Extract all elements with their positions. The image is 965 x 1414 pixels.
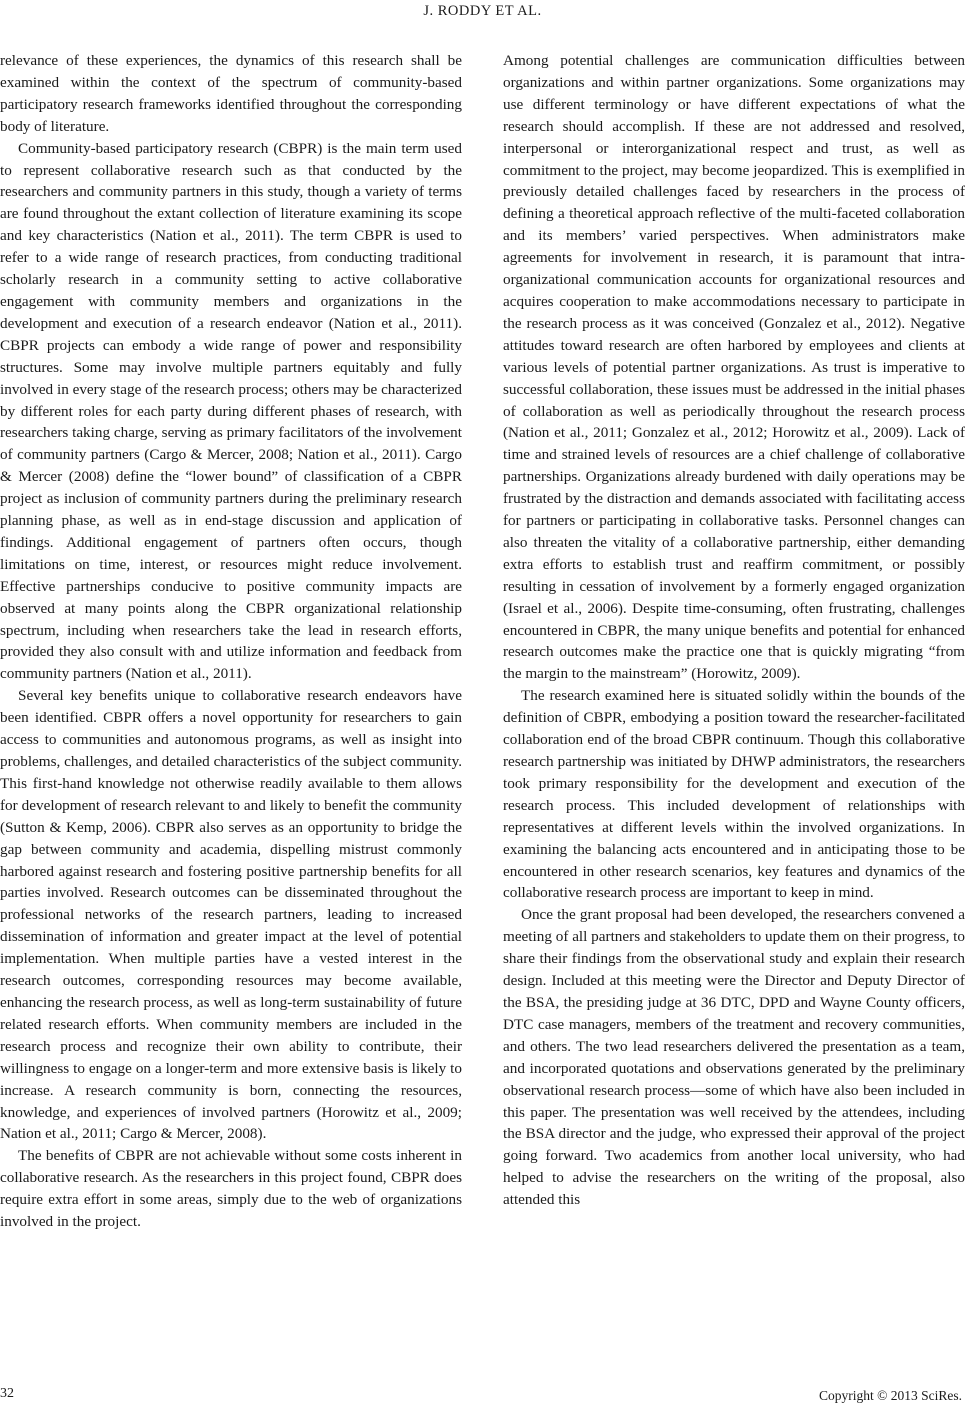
page-number: 32: [0, 1386, 14, 1401]
paragraph: The benefits of CBPR are not achievable without some costs inherent in collaborative research. As the researchers in this project found, CBPR does require extra effort in some areas, simply due to the web of organizations involved in the project.: [0, 1147, 462, 1231]
copyright-notice: Copyright © 2013 SciRes.: [818, 1388, 962, 1403]
right-column: [503, 50, 965, 1211]
paragraph: The research examined here is situated solidly within the bounds of the definition of CBPR, embodying a position toward the researcher-facilitated collaboration end of the broad CBPR continuum. Though this collaborative research partnership was initiated by DHWP administrators, the researchers took primary responsibility for the development and execution of the research process. This included development of relationships with representatives at different levels within the involved organizations. In examining the balancing acts encountered and in anticipating those to be encountered in other research scenarios, key features and dynamics of the collaborative research process are important to keep in mind.: [503, 687, 965, 902]
paragraph: Community-based participatory research (CBPR) is the main term used to represent collaborative research such as that conducted by the researchers and community partners in this study, though a variety of terms are found throughout the extant collection of literature examining its scope and key characteristics (Nation et al., 2011). The term CBPR is used to refer to a wide range of research practices, from conducting traditional scholarly research in a community setting to active collaborative engagement with community members and organizations in the development and execution of a research endeavor (Nation et al., 2011). CBPR projects can embody a wide range of power and responsibility structures. Some may involve multiple partners equitably and fully involved in every stage of the research process; others may be characterized by different roles for each party during different phases of research, with researchers taking charge, serving as primary facilitators of the involvement of community partners (Cargo & Mercer, 2008; Nation et al., 2011). Cargo & Mercer (2008) define the “lower bound” of classification of a CBPR project as inclusion of community partners during the preliminary research planning phase, as well as in end-stage discussion and application of findings. Additional engagement of partners often occurs, though limitations on time, interest, or resources might reduce involvement. Effective partnerships conducive to positive community impacts are observed at many points along the CBPR organizational relationship spectrum, including when researchers take the lead in research efforts, provided they also consult with and utilize information and feedback from community partners (Nation et al., 2011).: [0, 139, 462, 683]
paragraph: relevance of these experiences, the dynamics of this research shall be examined within the context of the spectrum of community-based participatory research frameworks identified throughout the corresponding body of literature.: [0, 52, 462, 135]
paragraph: Several key benefits unique to collaborative research endeavors have been identified. CBPR offers a novel opportunity for researchers to gain access to communities and autonomous programs, as well as insight into problems, challenges, and detailed characteristics of the subject community. This first-hand knowledge not otherwise readily available to them allows for development of research relevant to and likely to benefit the community (Sutton & Kemp, 2006). CBPR also serves as an opportunity to bridge the gap between community and academia, dispelling mistrust commonly harbored against research and fostering positive partnership benefits for all parties involved. Research outcomes can be disseminated throughout the professional networks of the research partners, leading to increased dissemination of information and greater impact at the level of potential implementation. When multiple parties have a vested interest in the research outcomes, corresponding resources may become available, enhancing the research process, as well as long-term sustainability of future related research efforts. When community members are included in the research process and recognize their own ability to contribute, their willingness to engage on a longer-term and more extensive basis is likely to increase. A research community is born, connecting the resources, knowledge, and experiences of involved partners (Horowitz et al., 2009; Nation et al., 2011; Cargo & Mercer, 2008).: [0, 687, 462, 1143]
paragraph: Once the grant proposal had been developed, the researchers convened a meeting of all partners and stakeholders to update them on their progress, to share their findings from the observational study and explain their research design. Included at this meeting were the Director and Deputy Director of the BSA, the presiding judge at 36 DTC, DPD and Wayne County officers, DTC case managers, members of the treatment and recovery communities, and others. The two lead researchers delivered the presentation as a team, and incorporated quotations and observations generated by the preliminary observational research process—some of which have also been included in this paper. The presentation was well received by the attendees, including the BSA director and the judge, who expressed their approval of the project going forward. Two academics from another local university, who had helped to advise the researchers on the writing of the proposal, also attended this: [503, 906, 965, 1209]
running-head: J. RODDY ET AL.: [423, 3, 542, 19]
left-column: [0, 50, 462, 1233]
paragraph: Among potential challenges are communication difficulties between organizations and within partner organizations. Some organizations may use different terminology or have different expectations of what the research should accomplish. If these are not addressed and resolved, interpersonal or interorganizational respect and trust, as well as commitment to the project, may become jeopardized. This is exemplified in previously detailed challenges faced by researchers in the process of defining a theoretical approach reflective of the multi-faceted collaboration and its members’ varied perspectives. When administrators make agreements for involvement in research, it is paramount that intra-organizational communication accounts for organizational resources and acquires cooperation to make accommodations necessary to participate in the research process as it was conceived (Gonzalez et al., 2012). Negative attitudes toward research are often harbored by employees and clients at various levels of potential partner organizations. As trust is imperative to successful collaboration, these issues must be addressed in the initial phases of collaboration as well as periodically throughout the research process (Nation et al., 2011; Gonzalez et al., 2012; Horowitz et al., 2009). Lack of time and strained levels of resources are a chief challenge of collaborative partnerships. Organizations already burdened with daily operations may be frustrated by the distraction and demands associated with facilitating access for partners or participating in collaborative tasks. Personnel changes can also threaten the vitality of a collaborative partnership, either demanding extra efforts to establish trust and reaffirm commitment, or possibly resulting in cessation of involvement by a formerly engaged organization (Israel et al., 2006). Despite time-consuming, often frustrating, challenges encountered in CBPR, the many unique benefits and potential for enhanced research outcomes make the practice one that is quickly migrating “from the margin to the mainstream” (Horowitz, 2009).: [503, 52, 965, 683]
